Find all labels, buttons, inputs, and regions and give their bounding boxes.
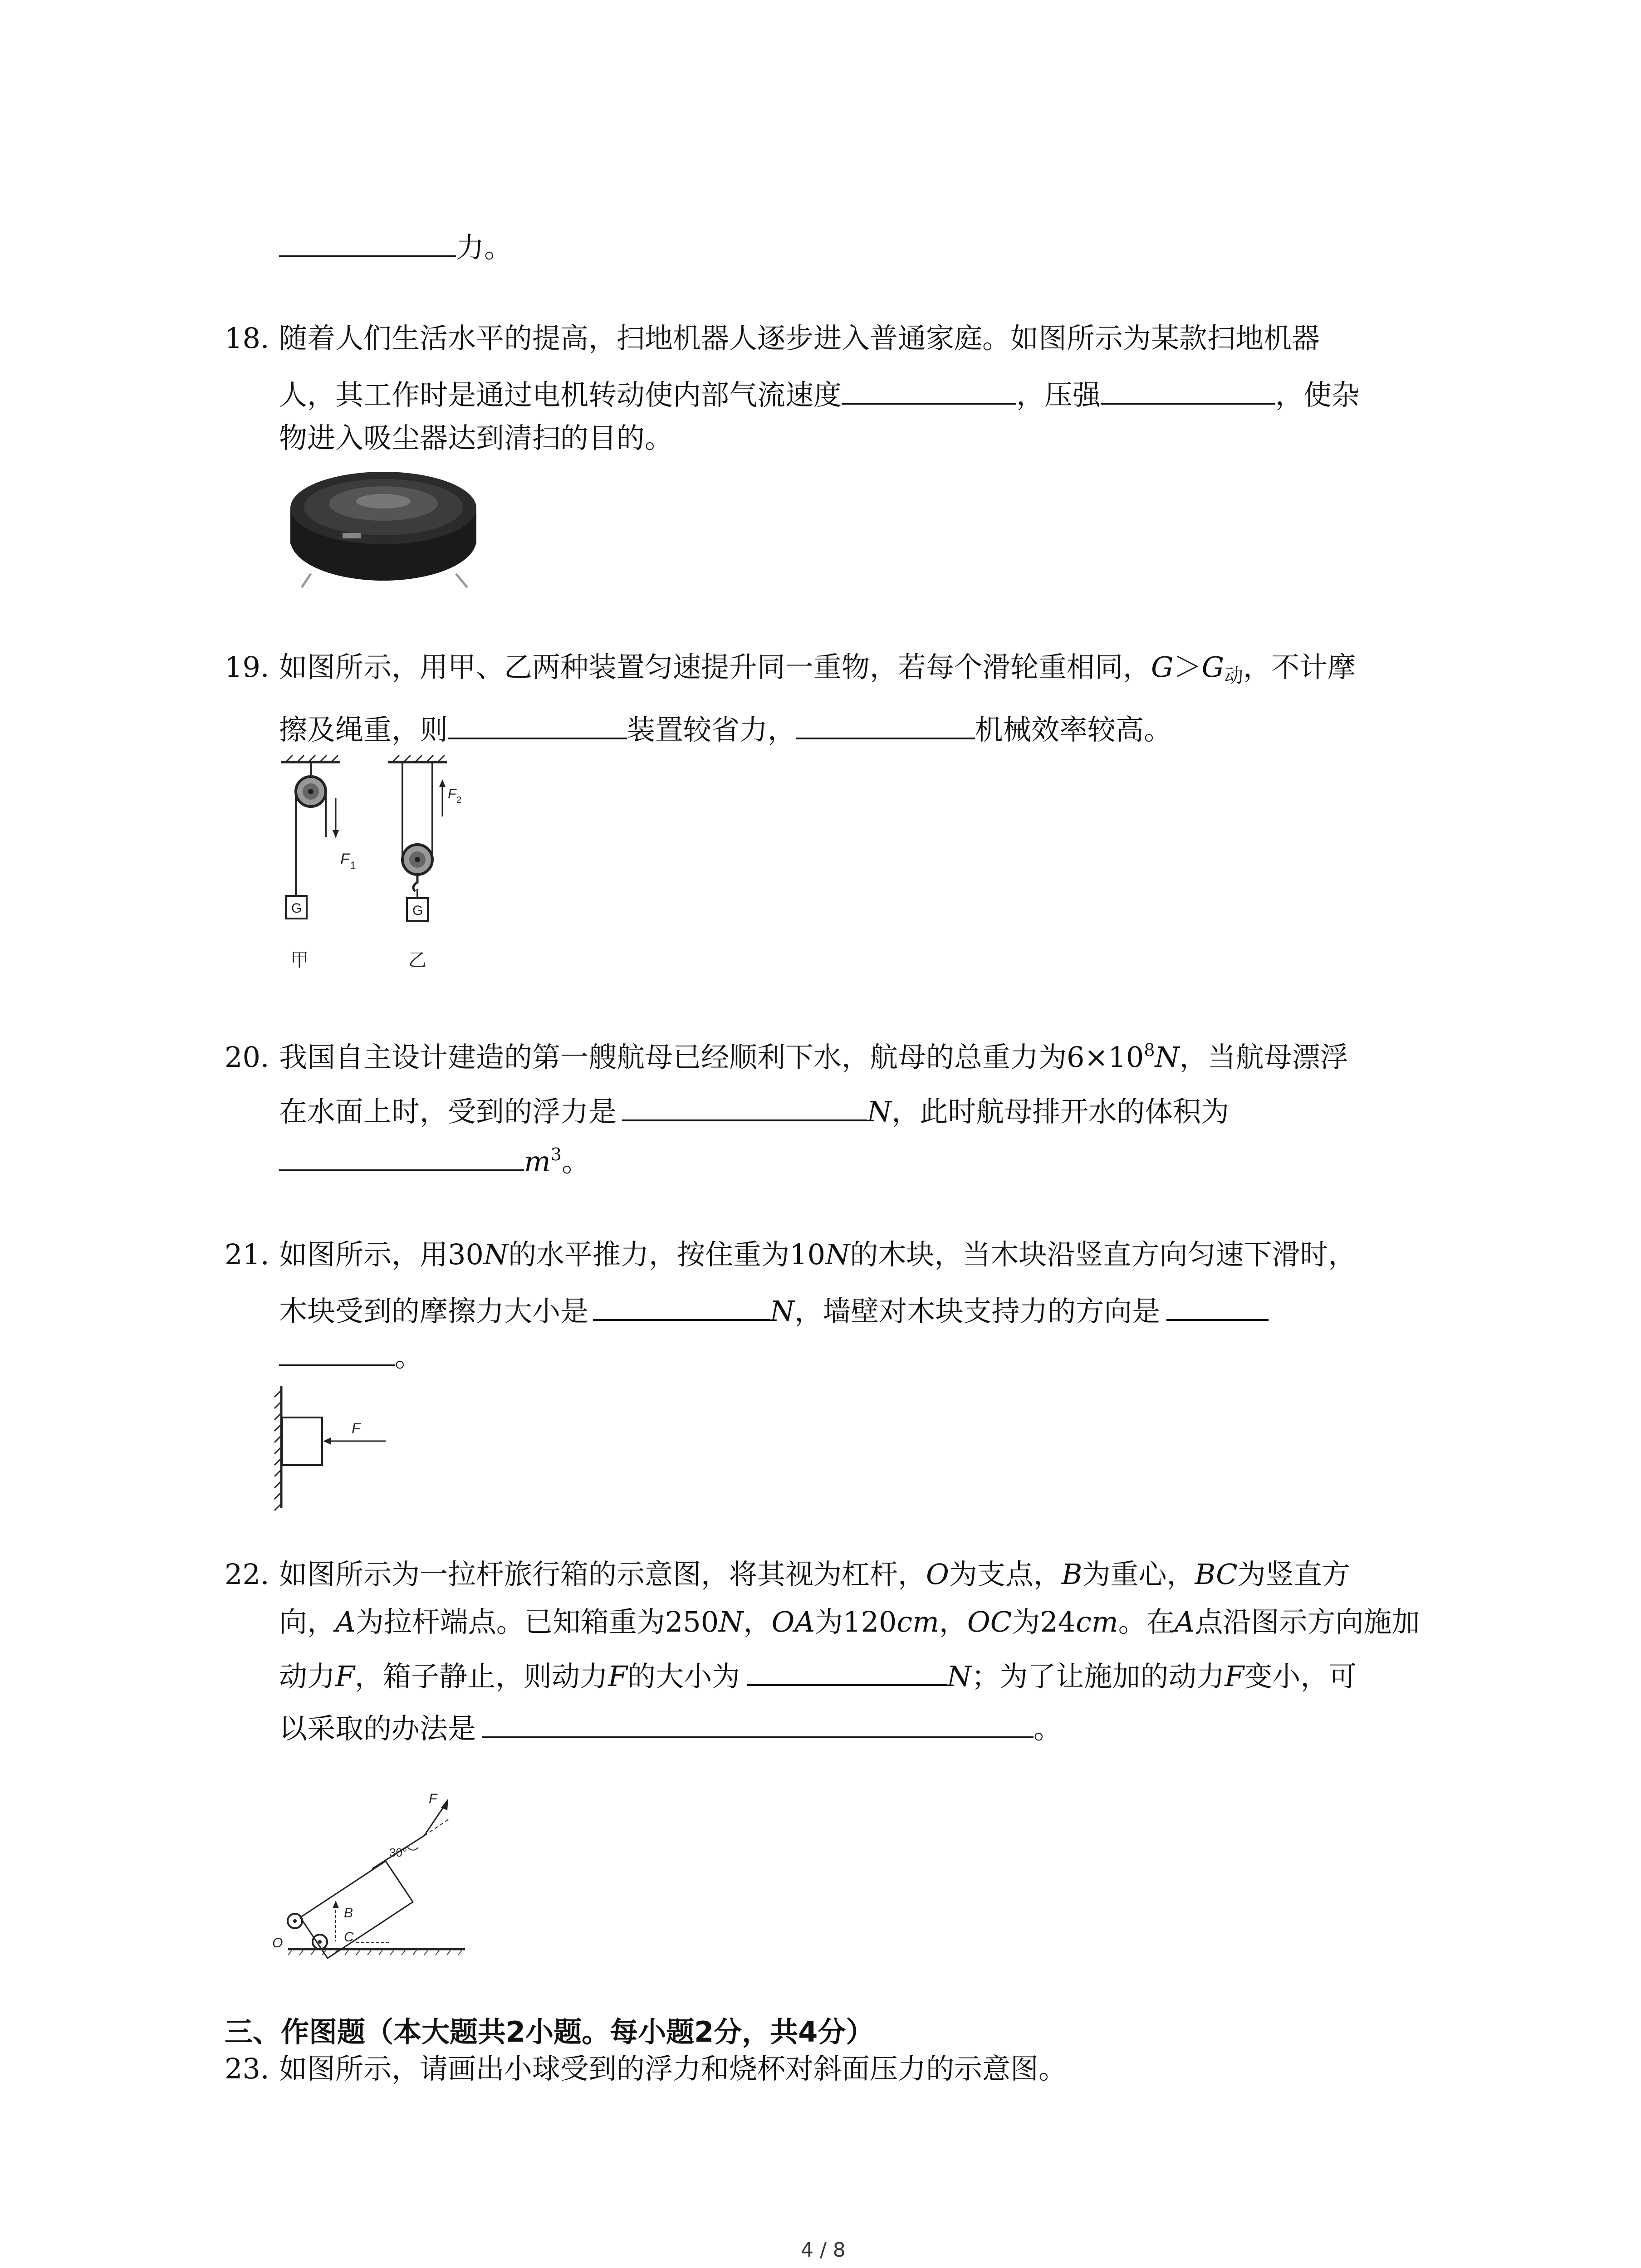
q22-oc: OC bbox=[967, 1605, 1012, 1638]
q18-number: 18. bbox=[225, 322, 269, 355]
q19-line1 bbox=[279, 650, 1356, 687]
q17-tail-text: 力。 bbox=[456, 231, 513, 264]
q17-answer-blank[interactable] bbox=[279, 229, 456, 257]
section-heading: 三、作图题（本大题共2小题。每小题2分，共4分） bbox=[225, 2015, 874, 2048]
q22-line4 bbox=[279, 1710, 1062, 1743]
q23-number: 23. bbox=[225, 2052, 269, 2085]
q20-end: 。 bbox=[561, 1145, 590, 1178]
q19-text-c: 擦及绳重，则 bbox=[279, 713, 448, 746]
q22-cm2: cm bbox=[1076, 1605, 1118, 1638]
q22-t9: ， bbox=[939, 1605, 967, 1638]
q20-blank-volume[interactable] bbox=[279, 1143, 524, 1171]
q19-line2 bbox=[279, 711, 1172, 744]
q18-line1: 随着人们生活水平的提高，扫地机器人逐步进入普通家庭。如图所示为某款扫地机器 bbox=[279, 322, 1320, 355]
q21-text-b: 的水平推力，按住重为 bbox=[508, 1238, 790, 1271]
q22-blank-force[interactable] bbox=[747, 1658, 947, 1686]
label-f2: F bbox=[448, 787, 456, 802]
label-f2-sub: 2 bbox=[456, 795, 462, 805]
q20-unit-n: N bbox=[1155, 1041, 1180, 1074]
q22-t7: ， bbox=[743, 1605, 772, 1638]
q22-bc: BC bbox=[1195, 1558, 1238, 1591]
label-g-a: G bbox=[291, 901, 302, 916]
label-f: F bbox=[352, 1420, 361, 1437]
q20-text-d: ，此时航母排开水的体积为 bbox=[892, 1095, 1230, 1128]
q21-push: 30 bbox=[448, 1238, 484, 1271]
q22-w: 250 bbox=[665, 1605, 719, 1638]
label-f1: F bbox=[340, 850, 350, 868]
q22-t16: ；为了让施加的动力 bbox=[971, 1660, 1225, 1693]
q20-m-exp: 3 bbox=[550, 1144, 562, 1164]
q22-t5: 向， bbox=[279, 1605, 336, 1638]
q18-line2 bbox=[279, 376, 1360, 409]
luggage-lever-diagram bbox=[272, 1785, 476, 1966]
q20-number: 20. bbox=[225, 1041, 269, 1074]
q22-f2: F bbox=[608, 1660, 628, 1693]
q22-oa: OA bbox=[771, 1605, 815, 1638]
q22-t8: 为 bbox=[815, 1605, 843, 1638]
q22-blank-method[interactable] bbox=[482, 1710, 1034, 1738]
pulley-diagram bbox=[272, 753, 508, 980]
label-g-b: G bbox=[412, 903, 423, 918]
robot-vacuum-image bbox=[284, 458, 483, 594]
q22-oa-val: 120 bbox=[843, 1605, 897, 1638]
q20-value: 6×10 bbox=[1067, 1041, 1144, 1074]
q22-a2: A bbox=[1174, 1605, 1195, 1638]
q22-t4: 为竖直方 bbox=[1237, 1558, 1350, 1591]
q21-line2 bbox=[279, 1293, 1269, 1328]
q21-text-c: 的木块，当木块沿竖直方向匀速下滑时， bbox=[850, 1238, 1357, 1271]
q21-line3 bbox=[279, 1338, 423, 1371]
q20-blank-buoyancy[interactable] bbox=[622, 1093, 867, 1121]
label-f-22: F bbox=[429, 1791, 437, 1806]
q19-number: 19. bbox=[225, 650, 269, 684]
q22-t19: 。 bbox=[1034, 1712, 1062, 1745]
q22-line2 bbox=[279, 1605, 1420, 1638]
q22-o: O bbox=[926, 1558, 949, 1591]
q20-exp: 8 bbox=[1144, 1040, 1155, 1060]
q20-line3 bbox=[279, 1143, 590, 1176]
q22-t13: 动力 bbox=[279, 1660, 336, 1693]
q20-unit-n2: N bbox=[867, 1095, 892, 1128]
q19-blank-device[interactable] bbox=[448, 711, 627, 739]
q18-blank-pressure[interactable] bbox=[1101, 376, 1275, 405]
q17-tail bbox=[279, 229, 512, 262]
q20-line1 bbox=[279, 1040, 1348, 1074]
q22-f: F bbox=[335, 1660, 355, 1693]
q18-text-a: 人，其工作时是通过电机转动使内部气流速度 bbox=[279, 378, 842, 411]
q22-t15: 的大小为 bbox=[627, 1660, 740, 1693]
label-f1-sub: 1 bbox=[350, 860, 356, 871]
q18-text-c: ，使杂 bbox=[1275, 378, 1360, 411]
q19-blank-efficiency[interactable] bbox=[796, 711, 975, 739]
q20-line2 bbox=[279, 1093, 1229, 1126]
q22-t12: 点沿图示方向施加 bbox=[1195, 1605, 1420, 1638]
label-c: C bbox=[344, 1930, 354, 1945]
q22-f3: F bbox=[1225, 1660, 1244, 1693]
q18-text-b: ，压强 bbox=[1016, 378, 1101, 411]
q22-t18: 以采取的办法是 bbox=[279, 1712, 476, 1745]
q22-t3: 为重心， bbox=[1082, 1558, 1195, 1591]
label-jia: 甲 bbox=[290, 950, 309, 970]
q18-line3: 物进入吸尘器达到清扫的目的。 bbox=[279, 421, 673, 455]
q21-number: 21. bbox=[225, 1238, 269, 1271]
q19-gsub: 动 bbox=[1224, 665, 1244, 687]
q21-blank-direction-b[interactable] bbox=[279, 1338, 395, 1366]
label-yi: 乙 bbox=[408, 950, 426, 970]
q19-text-b: ，不计摩 bbox=[1243, 650, 1356, 684]
q22-t6: 为拉杆端点。已知箱重为 bbox=[355, 1605, 665, 1638]
q20-text-a: 我国自主设计建造的第一艘航母已经顺利下水，航母的总重力为 bbox=[279, 1041, 1067, 1074]
q21-text-e: ，墙壁对木块支持力的方向是 bbox=[794, 1295, 1161, 1328]
q22-t2: 为支点， bbox=[949, 1558, 1062, 1591]
q21-weight: 10 bbox=[789, 1238, 826, 1271]
q23-text: 如图所示，请画出小球受到的浮力和烧杯对斜面压力的示意图。 bbox=[279, 2052, 1067, 2085]
q21-unit-n3: N bbox=[770, 1295, 795, 1328]
q22-a: A bbox=[335, 1605, 356, 1638]
q22-oc-val: 24 bbox=[1040, 1605, 1076, 1638]
q19-g2: G bbox=[1201, 650, 1225, 684]
q22-t14: ，箱子静止，则动力 bbox=[355, 1660, 608, 1693]
q19-text-a: 如图所示，用甲、乙两种装置匀速提升同一重物，若每个滑轮重相同， bbox=[279, 650, 1151, 684]
q22-t10: 为 bbox=[1012, 1605, 1040, 1638]
q19-g: G bbox=[1151, 650, 1174, 684]
q22-line3 bbox=[279, 1658, 1357, 1691]
q20-text-b: ，当航母漂浮 bbox=[1179, 1041, 1348, 1074]
q20-unit-m: m bbox=[524, 1145, 551, 1178]
q22-n2: N bbox=[947, 1660, 972, 1693]
q21-line1 bbox=[279, 1238, 1357, 1271]
q21-blank-friction[interactable] bbox=[593, 1293, 770, 1321]
q21-end: 。 bbox=[395, 1340, 423, 1373]
label-angle: 30° bbox=[389, 1846, 407, 1859]
q22-line1 bbox=[279, 1560, 1350, 1589]
q20-text-c: 在水面上时，受到的浮力是 bbox=[279, 1095, 617, 1128]
q21-unit-n: N bbox=[483, 1238, 509, 1271]
q18-blank-speed[interactable] bbox=[842, 376, 1016, 405]
q22-n: N bbox=[719, 1605, 744, 1638]
label-o: O bbox=[272, 1936, 283, 1950]
q19-gt: ＞ bbox=[1173, 650, 1202, 684]
label-b: B bbox=[344, 1906, 353, 1921]
q21-blank-direction-a[interactable] bbox=[1166, 1293, 1269, 1321]
q19-text-d: 装置较省力， bbox=[627, 713, 796, 746]
q22-cm: cm bbox=[896, 1605, 939, 1638]
q22-number: 22. bbox=[225, 1558, 269, 1591]
q22-t1: 如图所示为一拉杆旅行箱的示意图，将其视为杠杆， bbox=[279, 1558, 926, 1591]
q22-t11: 。在 bbox=[1118, 1605, 1175, 1638]
q22-t17: 变小，可 bbox=[1244, 1660, 1357, 1693]
q21-unit-n2: N bbox=[825, 1238, 850, 1271]
page-number: 4 / 8 bbox=[801, 2239, 846, 2262]
q22-b: B bbox=[1061, 1558, 1083, 1591]
wall-block-diagram bbox=[272, 1381, 399, 1513]
q21-text-d: 木块受到的摩擦力大小是 bbox=[279, 1295, 589, 1328]
q21-text-a: 如图所示，用 bbox=[279, 1238, 448, 1271]
q19-text-e: 机械效率较高。 bbox=[975, 713, 1172, 746]
